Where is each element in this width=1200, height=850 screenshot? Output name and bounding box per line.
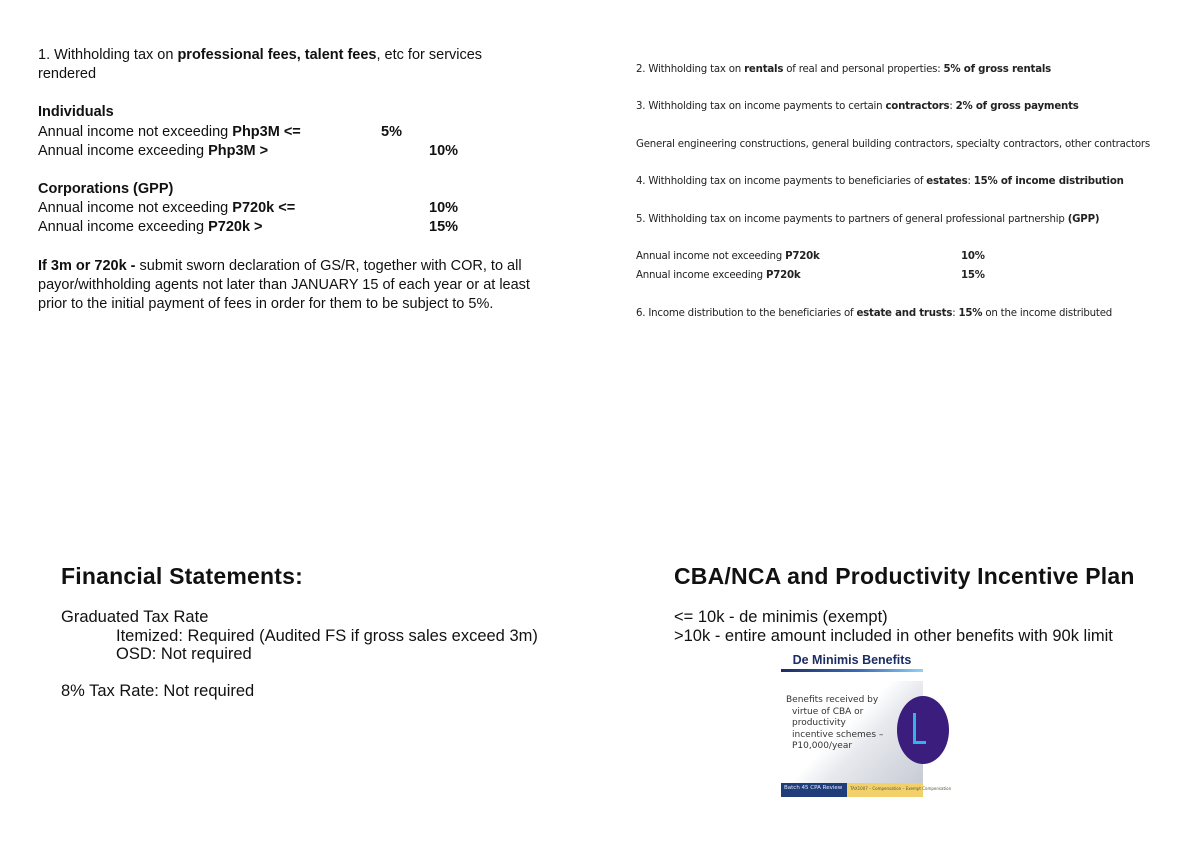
row-threshold: Php3M >: [208, 142, 269, 159]
slide-body-line: virtue of CBA or: [792, 706, 864, 717]
item-bold: estates: [926, 176, 968, 187]
cba-title: CBA/NCA and Productivity Incentive Plan: [674, 563, 1135, 589]
item-bold: (GPP): [1067, 214, 1100, 225]
item-bold: rentals: [744, 64, 784, 75]
eight-percent-line: 8% Tax Rate: Not required: [61, 681, 255, 700]
item-text: of real and personal properties:: [783, 64, 944, 75]
corporations-row: [38, 218, 538, 237]
item-text: 4. Withholding tax on income payments to beneficiaries of: [636, 176, 927, 187]
itemized-line: Itemized: Required (Audited FS if gross sales exceed 3m): [116, 626, 538, 645]
item-text: on the income distributed: [982, 308, 1113, 319]
item-1-suffix: , etc for services: [376, 47, 483, 63]
item-1-bold: professional fees, talent fees: [177, 47, 377, 63]
contractors-note: General engineering constructions, general building contractors, specialty contractors, other contractors: [636, 139, 1150, 150]
osd-line: OSD: Not required: [116, 645, 252, 663]
item-bold: contractors: [885, 101, 950, 112]
item-bold: estate and trusts: [856, 308, 953, 319]
financial-statements-title: Financial Statements:: [61, 563, 303, 589]
item-text: 2. Withholding tax on: [636, 64, 745, 75]
rate-value: 15%: [429, 219, 459, 236]
slide-body-line: P10,000/year: [792, 741, 853, 751]
note-line: payor/withholding agents not later than JANUARY 15 of each year or at least: [38, 276, 530, 293]
row-text: Annual income not exceeding: [38, 200, 233, 217]
slide-body: [786, 695, 896, 753]
item-text: 3. Withholding tax on income payments to certain: [636, 101, 886, 112]
row-threshold: P720k <=: [232, 200, 296, 217]
row-text: Annual income exceeding: [38, 219, 209, 236]
individuals-row: [38, 123, 538, 142]
slide-footer-left: Batch 45 CPA Review: [784, 785, 843, 791]
slide-title: De Minimis Benefits: [792, 653, 912, 667]
slide-body-line: productivity: [792, 718, 846, 728]
individuals-row: [38, 142, 538, 161]
graduated-tax-rate: Graduated Tax Rate: [61, 608, 209, 626]
corporations-row: [38, 199, 538, 218]
item-1-line: [38, 46, 538, 65]
note-line: [38, 257, 538, 276]
item-bold: 5% of gross rentals: [943, 64, 1052, 75]
item-5: [636, 214, 1099, 225]
gpp-row: [636, 251, 820, 262]
slide-body-line: incentive schemes –: [792, 729, 884, 740]
gpp-row: [636, 270, 800, 281]
slide-footer: [781, 783, 952, 797]
row-threshold: P720k: [785, 251, 820, 262]
individuals-heading: Individuals: [38, 104, 114, 121]
slide-footer-right-box: [847, 783, 952, 797]
item-text: 6. Income distribution to the beneficiaries of: [636, 308, 857, 319]
item-bold: 15% of income distribution: [973, 176, 1124, 187]
rate-value: 15%: [961, 270, 985, 281]
financial-statements-section: [61, 562, 601, 700]
rate-value: 5%: [381, 123, 402, 140]
slide-body-line: Benefits received by: [786, 695, 879, 705]
row-text: Annual income not exceeding: [38, 123, 233, 140]
item-text: :: [952, 308, 959, 319]
withholding-professional-fees-section: [38, 46, 538, 314]
rate-value: 10%: [429, 142, 459, 159]
item-bold: 2% of gross payments: [955, 101, 1079, 112]
item-2: [636, 64, 1051, 75]
item-bold: 15%: [958, 308, 983, 319]
de-minimis-slide-image: [781, 651, 952, 797]
row-threshold: P720k >: [208, 219, 263, 236]
slide-title-underline: [781, 669, 923, 672]
row-threshold: P720k: [765, 270, 801, 281]
item-text: :: [967, 176, 974, 187]
item-text: :: [949, 101, 956, 112]
item-text: 5. Withholding tax on income payments to partners of general professional partnership: [636, 214, 1068, 225]
note-bold: If 3m or 720k -: [38, 257, 140, 274]
corporations-heading: Corporations (GPP): [38, 180, 174, 197]
slide-logo-icon: [913, 713, 926, 744]
row-text: Annual income exceeding: [38, 142, 209, 159]
item-3: [636, 101, 1079, 112]
item-1-prefix: 1. Withholding tax on: [38, 47, 178, 63]
row-text: Annual income not exceeding: [636, 251, 786, 262]
item-6: [636, 308, 1112, 319]
cba-line-2: >10k - entire amount included in other benefits with 90k limit: [674, 626, 1113, 645]
row-threshold: Php3M <=: [232, 123, 301, 140]
item-4: [636, 176, 1124, 187]
cba-line-1: <= 10k - de minimis (exempt): [674, 608, 888, 626]
note-text: submit sworn declaration of GS/R, together with COR, to all: [139, 257, 522, 274]
item-1-line2: rendered: [38, 66, 97, 83]
cba-section: [674, 562, 1184, 645]
note-line: prior to the initial payment of fees in order for them to be subject to 5%.: [38, 295, 494, 312]
slide-footer-right: TAX1007 – Compensation – Exempt Compensation: [850, 786, 952, 791]
rate-value: 10%: [429, 200, 459, 217]
rate-value: 10%: [961, 251, 985, 262]
row-text: Annual income exceeding: [636, 270, 766, 281]
